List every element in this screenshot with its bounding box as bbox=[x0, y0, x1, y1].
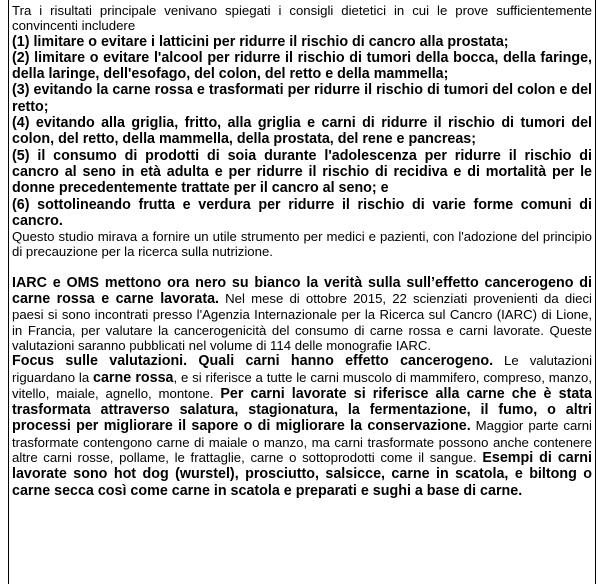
paragraph bbox=[12, 229, 592, 260]
text: , e si riferisce a tutte le carni muscolo di mammifero, compreso, manzo, vitello, maiale, agnello, montone. bbox=[12, 369, 592, 401]
paragraph bbox=[12, 353, 592, 499]
paragraph bbox=[12, 50, 592, 83]
text: Questo studio mirava a fornire un utile strumento per medici e pazienti, con l'adozione del principio di precauzione per la ricerca sulla nutrizione. bbox=[12, 229, 592, 260]
bold-text: (6) sottolineando frutta e verdura per ridurre il rischio di varie forme comuni di cancro. bbox=[12, 196, 592, 229]
bold-text: Esempi di carni lavorate sono hot dog (wurstel), prosciutto, salsicce, carne in scatola, e biltong o carne secca così come carne in scatola e preparati e sughi a base di carne. bbox=[12, 450, 592, 499]
text: Nel mese di ottobre 2015, 22 scienziati provenienti da dieci paesi si sono incontrati presso l'Agenzia Internazionale per la Ricerca sul Cancro (IARC) di Lione, in Francia, per valutare la cancerogenicità del consumo di carne rossa e carni lavorate. Queste valutazioni saranno pubblicati nel volume di 114 delle monografie IARC. bbox=[12, 291, 592, 353]
bold-text: (3) evitando la carne rossa e trasformati per ridurre il rischio di tumori del colon e del retto; bbox=[12, 82, 592, 115]
paragraph bbox=[12, 115, 592, 148]
paragraph bbox=[12, 275, 592, 353]
bold-text: Per carni lavorate si riferisce alla carne che è stata trasformata attraverso salatura, stagionatura, la fermentazione, il fumo, o altri processi per migliorare il sapore o di migliorare la conservazione. bbox=[12, 385, 592, 435]
document-body bbox=[12, 3, 592, 499]
paragraph bbox=[12, 82, 592, 115]
paragraph bbox=[12, 197, 592, 230]
text: Le valutazioni riguardano la bbox=[12, 353, 593, 385]
paragraph bbox=[12, 148, 592, 197]
bold-text: Focus sulle valutazioni. Quali carni hanno effetto cancerogeno. bbox=[12, 353, 494, 370]
bold-text: IARC e OMS mettono ora nero su bianco la verità sulla sull’effetto cancerogeno di carne rossa e carne lavorata. bbox=[12, 274, 592, 308]
paragraph bbox=[12, 3, 592, 34]
bold-text: (5) il consumo di prodotti di soia durante l'adolescenza per ridurre il rischio di cancro al seno in età adulta e per ridurre il rischio di recidiva e di mortalità per le donne precedentemente trattate per il cancro al seno; e bbox=[12, 147, 592, 197]
text: Tra i risultati principale venivano spiegati i consigli dietetici in cui le prove sufficientemente convincenti includere bbox=[12, 3, 592, 34]
bold-text: (2) limitare o evitare l'alcool per ridurre il rischio di tumori della bocca, della faringe, della laringe, dell'esofago, del colon, del retto e della mammella; bbox=[12, 49, 592, 83]
paragraph bbox=[12, 34, 592, 50]
paragraph-spacer bbox=[12, 260, 592, 275]
bold-text: (1) limitare o evitare i latticini per ridurre il rischio di cancro alla prostata; bbox=[12, 33, 509, 50]
text: Maggior parte carni trasformate contengono carne di maiale o manzo, ma carni trasformate possono anche contenere altre carni rosse, pollame, le frattaglie, carne o sottoprodotti come il sangue. bbox=[12, 418, 592, 466]
bold-text: carne rossa bbox=[93, 369, 174, 386]
bold-text: (4) evitando alla griglia, fritto, alla griglia e carni di ridurre il rischio di tumori del colon, del retto, della mammella, della prostata, del rene e pancreas; bbox=[12, 115, 592, 148]
